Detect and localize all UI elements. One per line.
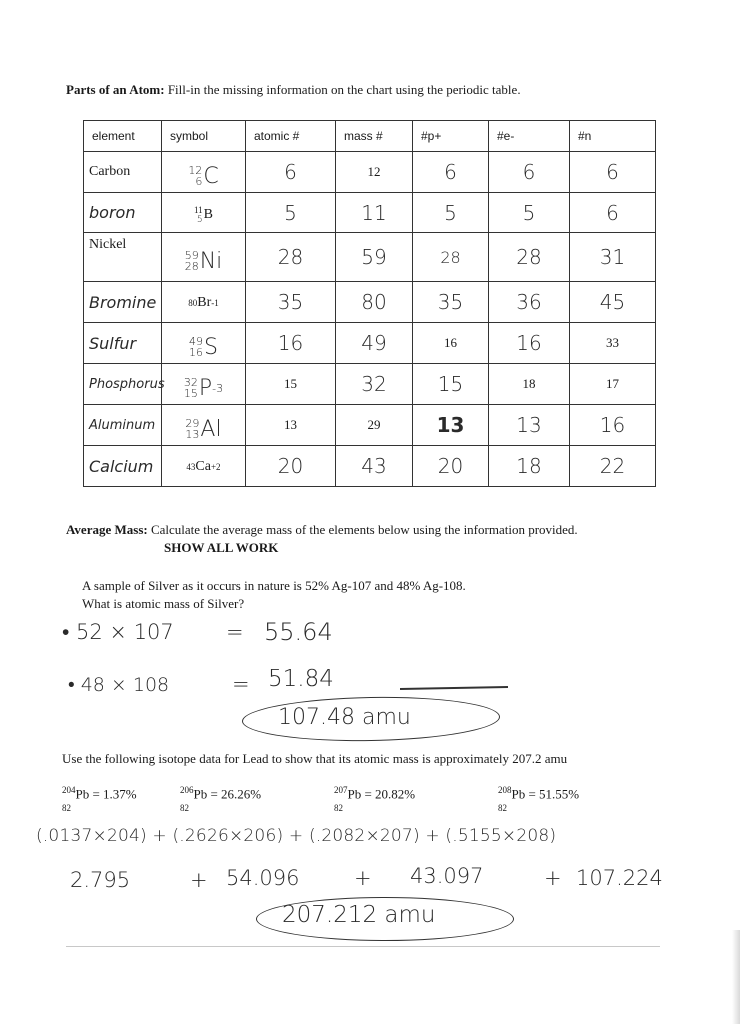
atomic-subscript: 6 bbox=[195, 175, 203, 189]
symbol-cell bbox=[162, 152, 246, 193]
lead-product-3: 43.097 bbox=[410, 864, 484, 888]
element-cell: Bromine bbox=[84, 282, 162, 323]
section-heading-average-mass bbox=[66, 522, 578, 538]
silver-question-line2: What is atomic mass of Silver? bbox=[82, 596, 245, 611]
header-element: element bbox=[84, 121, 162, 152]
symbol-cell bbox=[162, 323, 246, 364]
silver-work-line2-eq: = bbox=[232, 672, 250, 696]
section-heading-bold: Average Mass: bbox=[66, 522, 148, 537]
silver-work-line1-result: 55.64 bbox=[264, 618, 333, 646]
isotope-pb-204 bbox=[62, 785, 137, 813]
lead-product-4: 107.224 bbox=[576, 866, 663, 890]
section-heading-text: Calculate the average mass of the elements below using the information provided. bbox=[150, 522, 578, 537]
element-symbol: S bbox=[204, 334, 218, 360]
isotope-atomic-number: 82 bbox=[180, 803, 189, 813]
mass-superscript: 80 bbox=[188, 298, 198, 308]
silver-work-line1-eq: = bbox=[226, 620, 244, 644]
electrons-cell: 16 bbox=[489, 323, 570, 364]
table-header-row bbox=[84, 121, 656, 152]
symbol-cell bbox=[162, 405, 246, 446]
mass-number-cell: 59 bbox=[336, 233, 413, 282]
atomic-number-cell: 28 bbox=[246, 233, 336, 282]
element-cell: Aluminum bbox=[84, 405, 162, 446]
atomic-subscript: 16 bbox=[189, 346, 204, 360]
atomic-subscript: 15 bbox=[183, 387, 198, 401]
isotope-mass-number: 206 bbox=[180, 785, 194, 795]
table-row bbox=[84, 446, 656, 487]
atomic-number-cell: 5 bbox=[246, 193, 336, 233]
electrons-cell: 28 bbox=[489, 233, 570, 282]
show-all-work-label: SHOW ALL WORK bbox=[164, 540, 279, 555]
header-protons: #p+ bbox=[413, 121, 489, 152]
lead-product-1: 2.795 bbox=[70, 868, 131, 892]
mass-number-cell: 43 bbox=[336, 446, 413, 487]
isotope-pb-206 bbox=[180, 785, 262, 813]
header-neutrons: #n bbox=[570, 121, 656, 152]
isotope-mass-number: 204 bbox=[62, 785, 76, 795]
section-heading-text: Fill-in the missing information on the chart using the periodic table. bbox=[167, 82, 521, 97]
electrons-cell: 18 bbox=[489, 446, 570, 487]
atomic-number-cell: 15 bbox=[246, 364, 336, 405]
lead-answer: 207.212 amu bbox=[282, 902, 436, 928]
silver-answer: 107.48 amu bbox=[278, 705, 411, 730]
atomic-subscript: 28 bbox=[184, 260, 199, 274]
mass-number-cell: 49 bbox=[336, 323, 413, 364]
element-cell: Carbon bbox=[84, 152, 162, 193]
atomic-subscript: 5 bbox=[196, 215, 203, 225]
table-row bbox=[84, 152, 656, 193]
silver-work-line2-result: 51.84 bbox=[268, 666, 334, 692]
isotope-atomic-number: 82 bbox=[498, 803, 507, 813]
silver-question-line1: A sample of Silver as it occurs in nature is 52% Ag-107 and 48% Ag-108. bbox=[82, 578, 466, 593]
element-cell: Phosphorus bbox=[84, 364, 162, 405]
protons-cell: 16 bbox=[413, 323, 489, 364]
atomic-number-cell: 20 bbox=[246, 446, 336, 487]
isotope-mass-number: 208 bbox=[498, 785, 512, 795]
table-row bbox=[84, 193, 656, 233]
mass-superscript: 43 bbox=[186, 462, 196, 472]
isotope-percent: Pb = 26.26% bbox=[193, 786, 262, 802]
isotope-pb-208 bbox=[498, 785, 580, 813]
mass-number-cell: 12 bbox=[336, 152, 413, 193]
lead-work-line1: (.0137×204) + (.2626×206) + (.2082×207) + (.5155×208) bbox=[36, 826, 557, 846]
atomic-subscript: 13 bbox=[185, 428, 200, 442]
lead-product-2: 54.096 bbox=[226, 866, 300, 890]
atomic-number-cell: 35 bbox=[246, 282, 336, 323]
lead-question: Use the following isotope data for Lead to show that its atomic mass is approximately 207.2 amu bbox=[62, 751, 568, 766]
table-row bbox=[84, 323, 656, 364]
isotope-percent: Pb = 1.37% bbox=[75, 786, 137, 802]
element-cell: Calcium bbox=[84, 446, 162, 487]
page-divider bbox=[66, 946, 660, 947]
header-mass-number: mass # bbox=[336, 121, 413, 152]
header-electrons: #e- bbox=[489, 121, 570, 152]
isotope-percent: Pb = 20.82% bbox=[347, 786, 416, 802]
protons-cell: 20 bbox=[413, 446, 489, 487]
neutrons-cell: 6 bbox=[570, 193, 656, 233]
element-cell: boron bbox=[84, 193, 162, 233]
isotope-pb-207 bbox=[334, 785, 416, 813]
protons-cell: 15 bbox=[413, 364, 489, 405]
symbol-cell bbox=[162, 364, 246, 405]
neutrons-cell: 31 bbox=[570, 233, 656, 282]
table-row bbox=[84, 233, 656, 282]
lead-plus-3: + bbox=[544, 866, 562, 890]
neutrons-cell: 6 bbox=[570, 152, 656, 193]
table-row bbox=[84, 405, 656, 446]
header-atomic-number: atomic # bbox=[246, 121, 336, 152]
atomic-number-cell: 16 bbox=[246, 323, 336, 364]
mass-superscript: 12 bbox=[188, 164, 203, 178]
electrons-cell: 13 bbox=[489, 405, 570, 446]
element-symbol: P bbox=[198, 375, 213, 401]
neutrons-cell: 16 bbox=[570, 405, 656, 446]
isotope-atomic-number: 82 bbox=[62, 803, 71, 813]
electrons-cell: 6 bbox=[489, 152, 570, 193]
protons-cell: 35 bbox=[413, 282, 489, 323]
element-symbol: B bbox=[203, 207, 213, 222]
scan-edge-shadow bbox=[732, 930, 740, 1024]
mass-superscript: 29 bbox=[185, 417, 200, 431]
charge-superscript: -3 bbox=[212, 381, 224, 395]
silver-work-line1-left: • 52 × 107 bbox=[62, 620, 174, 644]
table-row bbox=[84, 282, 656, 323]
neutrons-cell: 22 bbox=[570, 446, 656, 487]
neutrons-cell: 45 bbox=[570, 282, 656, 323]
symbol-cell bbox=[162, 446, 246, 487]
protons-cell: 6 bbox=[413, 152, 489, 193]
silver-work-line2-left: • 48 × 108 bbox=[68, 674, 170, 696]
table-row bbox=[84, 364, 656, 405]
element-symbol: Ca bbox=[195, 459, 211, 474]
mass-superscript: 59 bbox=[184, 249, 199, 263]
element-cell: Sulfur bbox=[84, 323, 162, 364]
section-heading-bold: Parts of an Atom: bbox=[66, 82, 165, 97]
element-symbol: Al bbox=[200, 416, 222, 442]
isotope-mass-number: 207 bbox=[334, 785, 348, 795]
header-symbol: symbol bbox=[162, 121, 246, 152]
charge-superscript: -1 bbox=[211, 298, 219, 308]
mass-superscript: 32 bbox=[183, 376, 198, 390]
mass-number-cell: 80 bbox=[336, 282, 413, 323]
isotope-percent: Pb = 51.55% bbox=[511, 786, 580, 802]
element-symbol: Br bbox=[197, 295, 212, 310]
section-heading-parts-of-atom bbox=[66, 82, 521, 98]
mass-number-cell: 32 bbox=[336, 364, 413, 405]
mass-number-cell: 11 bbox=[336, 193, 413, 233]
lead-plus-1: + bbox=[190, 868, 208, 892]
isotope-atomic-number: 82 bbox=[334, 803, 343, 813]
electrons-cell: 5 bbox=[489, 193, 570, 233]
mass-number-cell: 29 bbox=[336, 405, 413, 446]
element-symbol: C bbox=[203, 163, 219, 189]
protons-cell: 5 bbox=[413, 193, 489, 233]
electrons-cell: 18 bbox=[489, 364, 570, 405]
atom-chart-table bbox=[83, 120, 656, 487]
charge-superscript: +2 bbox=[210, 462, 221, 472]
element-symbol: Ni bbox=[199, 248, 223, 274]
mass-superscript: 49 bbox=[189, 335, 204, 349]
mass-superscript: 11 bbox=[193, 205, 203, 215]
atomic-number-cell: 6 bbox=[246, 152, 336, 193]
neutrons-cell: 17 bbox=[570, 364, 656, 405]
lead-plus-2: + bbox=[354, 866, 372, 890]
symbol-cell bbox=[162, 282, 246, 323]
neutrons-cell: 33 bbox=[570, 323, 656, 364]
symbol-cell bbox=[162, 193, 246, 233]
symbol-cell bbox=[162, 233, 246, 282]
sum-underline bbox=[400, 686, 508, 689]
atomic-number-cell: 13 bbox=[246, 405, 336, 446]
protons-cell: 13 bbox=[413, 405, 489, 446]
electrons-cell: 36 bbox=[489, 282, 570, 323]
protons-cell: 28 bbox=[413, 233, 489, 282]
element-cell: Nickel bbox=[84, 233, 162, 282]
